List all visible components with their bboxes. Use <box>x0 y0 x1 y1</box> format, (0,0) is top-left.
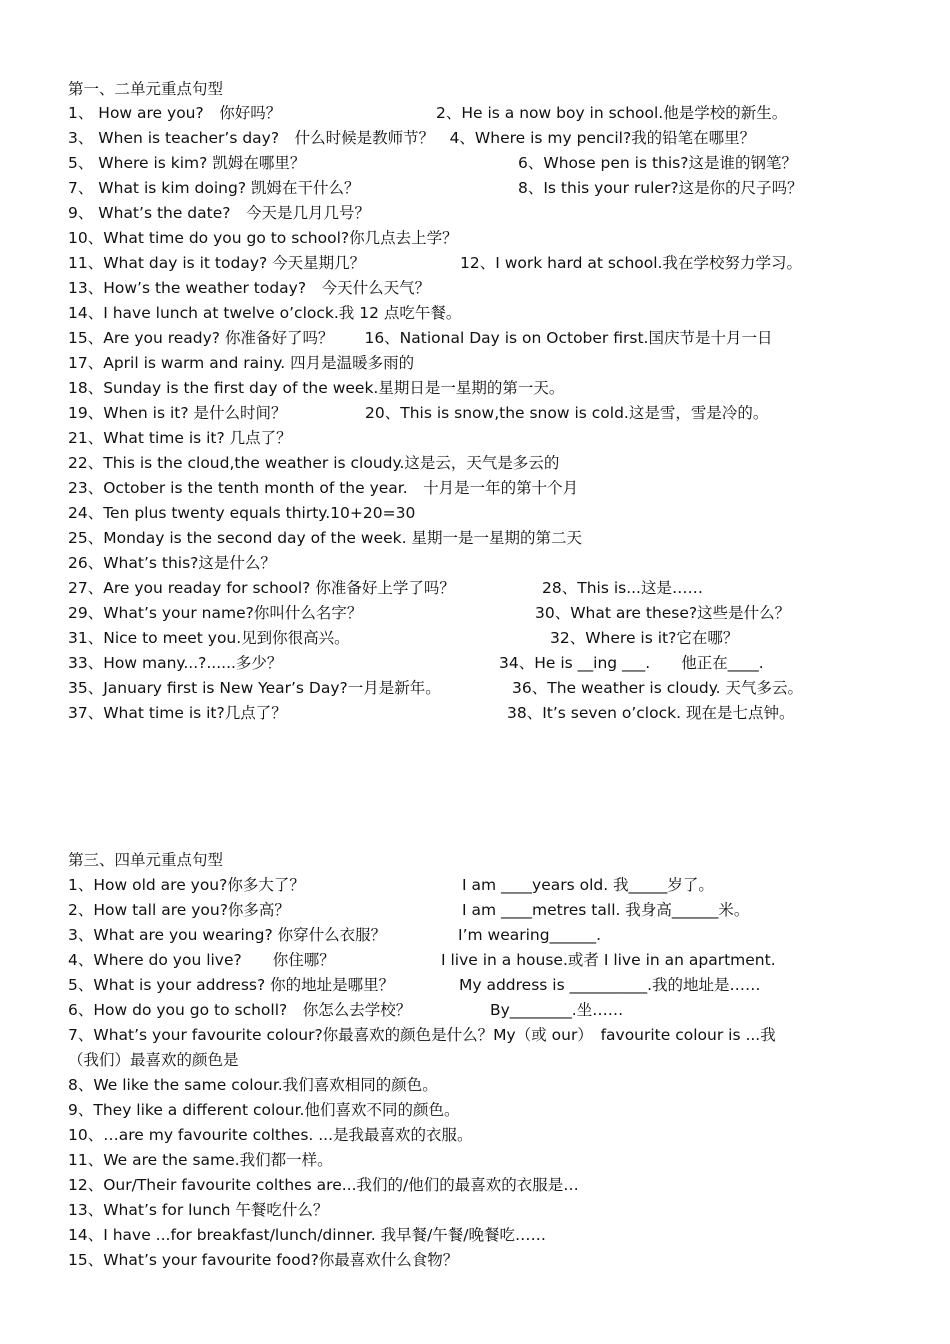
s1-row-7-left: 11、What day is it today? 今天星期几？ <box>68 254 366 272</box>
s1-row-16 <box>68 477 578 499</box>
s2-row-14 <box>68 1199 328 1221</box>
s1-row-1-right: 2、He is a now boy in school.他是学校的新生。 <box>436 104 788 122</box>
s2-row-2-left: 2、How tall are you?你多高？ <box>68 901 290 919</box>
s1-row-23-left: 33、How many...?......多少？ <box>68 654 283 672</box>
s1-row-3 <box>68 152 797 174</box>
s1-row-6-left: 10、What time do you go to school?你几点去上学？ <box>68 229 458 247</box>
s1-row-22-right: 32、Where is it?它在哪？ <box>550 629 739 647</box>
s1-row-9 <box>68 302 461 324</box>
s1-row-6 <box>68 227 458 249</box>
s2-row-9 <box>68 1074 438 1096</box>
s1-row-3-right: 6、Whose pen is this?这是谁的钢笔？ <box>518 154 797 172</box>
s2-row-13 <box>68 1174 579 1196</box>
s2-row-4 <box>68 949 776 971</box>
s2-row-1 <box>68 874 714 896</box>
s2-row-11 <box>68 1124 473 1146</box>
s1-row-9-left: 14、I have lunch at twelve o’clock.我 12 点吃午餐。 <box>68 304 462 322</box>
s1-row-24-left: 35、January first is New Year’s Day?一月是新年。 <box>68 679 441 697</box>
s2-row-4-left: 4、Where do you live? 你住哪？ <box>68 951 335 969</box>
s2-row-15 <box>68 1224 546 1246</box>
s1-row-25-right: 38、It’s seven o’clock. 现在是七点钟。 <box>507 704 795 722</box>
s1-row-15 <box>68 452 559 474</box>
section1-title: 第一、二单元重点句型 <box>68 80 224 98</box>
s1-row-5-left: 9、 What’s the date? 今天是几月几号？ <box>68 204 370 222</box>
s1-row-13 <box>68 402 769 424</box>
s1-row-20-right: 28、This is...这是…… <box>542 579 703 597</box>
s1-row-14-left: 21、What time is it? 几点了？ <box>68 429 292 447</box>
section2-title: 第三、四单元重点句型 <box>68 851 224 869</box>
s1-row-10 <box>68 327 772 349</box>
s2-row-16-left: 15、What’s your favourite food?你最喜欢什么食物？ <box>68 1251 459 1269</box>
s1-row-21 <box>68 602 791 624</box>
s2-row-2-right: I am ____metres tall. 我身高______米。 <box>462 901 750 919</box>
s1-row-20 <box>68 577 703 599</box>
s1-row-12 <box>68 377 564 399</box>
s1-row-5 <box>68 202 370 224</box>
s2-row-5-right: My address is __________.我的地址是…… <box>459 976 761 994</box>
s2-row-10 <box>68 1099 459 1121</box>
s1-row-8 <box>68 277 430 299</box>
s1-row-1 <box>68 102 788 124</box>
s1-row-7-right: 12、I work hard at school.我在学校努力学习。 <box>460 254 802 272</box>
s2-row-5 <box>68 974 761 996</box>
s2-row-3-left: 3、What are you wearing? 你穿什么衣服？ <box>68 926 387 944</box>
s2-row-14-left: 13、What’s for lunch 午餐吃什么？ <box>68 1201 329 1219</box>
s1-row-23-right: 34、He is __ing ___. 他正在____. <box>499 654 764 672</box>
s1-row-14 <box>68 427 292 449</box>
s1-row-24 <box>68 677 804 699</box>
s1-row-11 <box>68 352 414 374</box>
s2-row-13-left: 12、Our/Their favourite colthes are...我们的/他们的最喜欢的衣服是… <box>68 1176 579 1194</box>
s2-row-12 <box>68 1149 333 1171</box>
s1-row-25-left: 37、What time is it?几点了？ <box>68 704 287 722</box>
s2-row-8 <box>68 1049 239 1071</box>
s1-row-23 <box>68 652 764 674</box>
s1-row-1-left: 1、 How are you? 你好吗？ <box>68 104 282 122</box>
s2-row-5-left: 5、What is your address? 你的地址是哪里？ <box>68 976 395 994</box>
s2-row-8-left: （我们）最喜欢的颜色是 <box>68 1051 239 1069</box>
s1-row-15-left: 22、This is the cloud,the weather is cloudy.这是云，天气是多云的 <box>68 454 560 472</box>
s2-row-12-left: 11、We are the same.我们都一样。 <box>68 1151 333 1169</box>
s1-row-18 <box>68 527 582 549</box>
s2-row-2 <box>68 899 750 921</box>
s1-row-22-left: 31、Nice to meet you.见到你很高兴。 <box>68 629 350 647</box>
s1-row-21-left: 29、What’s your name?你叫什么名字？ <box>68 604 363 622</box>
s2-row-10-left: 9、They like a different colour.他们喜欢不同的颜色。 <box>68 1101 460 1119</box>
s2-row-3 <box>68 924 602 946</box>
s1-row-7 <box>68 252 802 274</box>
s1-row-2-left: 3、 When is teacher’s day? 什么时候是教师节？ 4、Where is my pencil?我的铅笔在哪里？ <box>68 129 756 147</box>
s1-row-4-left: 7、 What is kim doing? 凯姆在干什么？ <box>68 179 360 197</box>
s1-row-19 <box>68 552 276 574</box>
s1-row-20-left: 27、Are you readay for school? 你准备好上学了吗？ <box>68 579 455 597</box>
s1-row-13-right: 20、This is snow,the snow is cold.这是雪，雪是冷的。 <box>365 404 769 422</box>
s2-row-6-right: By________.坐…… <box>490 1001 624 1019</box>
s1-row-19-left: 26、What’s this?这是什么？ <box>68 554 276 572</box>
s2-row-15-left: 14、I have ...for breakfast/lunch/dinner. 我早餐/午餐/晚餐吃…… <box>68 1226 547 1244</box>
s1-row-8-left: 13、How’s the weather today? 今天什么天气？ <box>68 279 431 297</box>
s1-row-25 <box>68 702 795 724</box>
s1-row-17-left: 24、Ten plus twenty equals thirty.10+20=30 <box>68 504 416 522</box>
s1-row-3-left: 5、 Where is kim? 凯姆在哪里？ <box>68 154 306 172</box>
s1-row-13-left: 19、When is it? 是什么时间？ <box>68 404 287 422</box>
s1-row-4-right: 8、Is this your ruler?这是你的尺子吗？ <box>518 179 803 197</box>
s1-row-10-left: 15、Are you ready? 你准备好了吗？ 16、National Day is on October first.国庆节是十月一日 <box>68 329 773 347</box>
s1-row-21-right: 30、What are these?这些是什么？ <box>535 604 791 622</box>
s2-row-9-left: 8、We like the same colour.我们喜欢相同的颜色。 <box>68 1076 438 1094</box>
s2-row-4-right: I live in a house.或者 I live in an apartment. <box>441 951 776 969</box>
s2-row-6 <box>68 999 624 1021</box>
s1-row-17 <box>68 502 415 524</box>
s1-row-18-left: 25、Monday is the second day of the week. 星期一是一星期的第二天 <box>68 529 582 547</box>
s1-row-11-left: 17、April is warm and rainy. 四月是温暖多雨的 <box>68 354 415 372</box>
s2-row-6-left: 6、How do you go to scholl? 你怎么去学校？ <box>68 1001 412 1019</box>
s2-row-11-left: 10、…are my favourite colthes. ...是我最喜欢的衣服。 <box>68 1126 473 1144</box>
s2-row-7 <box>68 1024 776 1046</box>
s1-row-12-left: 18、Sunday is the first day of the week.星期日是一星期的第一天。 <box>68 379 565 397</box>
s2-row-16 <box>68 1249 458 1271</box>
s2-row-3-right: I’m wearing______. <box>458 926 602 944</box>
s2-row-7-left: 7、What’s your favourite colour?你最喜欢的颜色是什么？My（或 our） favourite colour is ...我 <box>68 1026 776 1044</box>
s1-row-4 <box>68 177 803 199</box>
s1-row-22 <box>68 627 739 649</box>
s2-row-1-left: 1、How old are you?你多大了？ <box>68 876 305 894</box>
s1-row-2 <box>68 127 755 149</box>
s2-row-1-right: I am ____years old. 我_____岁了。 <box>462 876 714 894</box>
s1-row-24-right: 36、The weather is cloudy. 天气多云。 <box>512 679 804 697</box>
s1-row-16-left: 23、October is the tenth month of the year. 十月是一年的第十个月 <box>68 479 579 497</box>
